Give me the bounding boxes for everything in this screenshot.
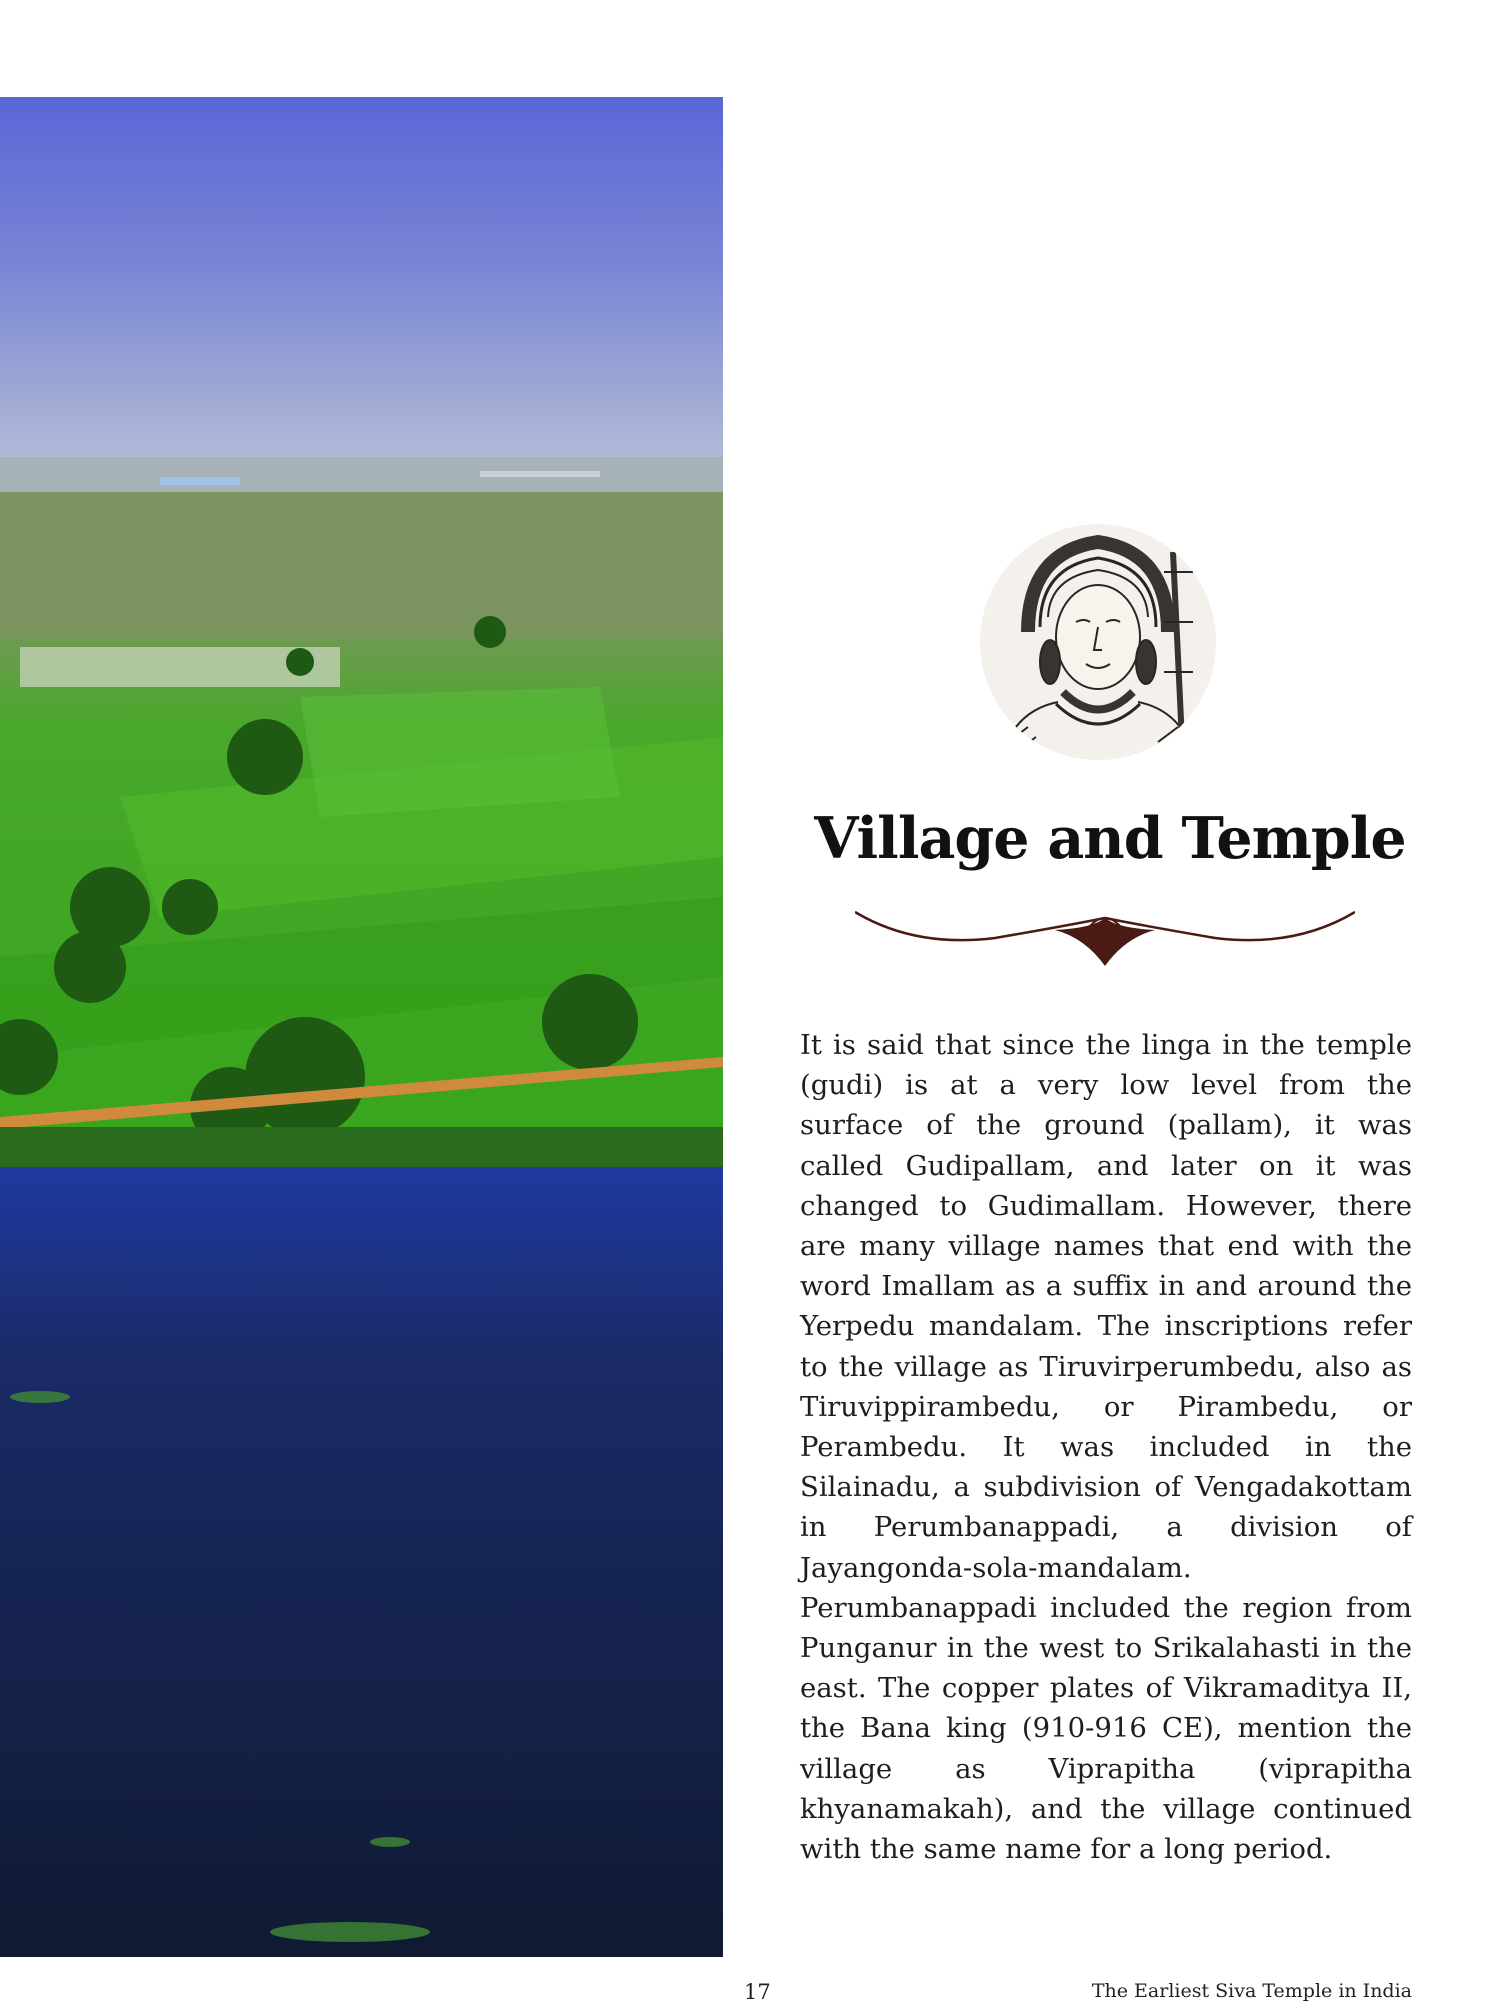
page-number: 17 (744, 1980, 771, 2004)
deity-sketch-emblem (968, 512, 1228, 772)
aerial-landscape-photo (0, 97, 723, 1957)
ornamental-divider (855, 898, 1355, 973)
running-footer-title: The Earliest Siva Temple in India (1091, 1980, 1412, 2002)
section-title: Village and Temple (814, 805, 1406, 872)
body-paragraph: It is said that since the linga in the temple (gudi) is at a very low level from the surface of the ground (pallam), it was called Gudipallam, and later on it was changed to Gudimallam. However, there are many village names that end with the word Imallam as a suffix in and around the Yerpedu mandalam. The inscriptions refer to the village as Tiruvirperumbedu, also as Tiruvippirambedu, or Pirambedu, or Perambedu. It was included in the Silainadu, a subdivision of Vengadakottam in Perumbanappadi, a division of Jayangonda-sola-mandalam. Perumbanappadi included the region from Punganur in the west to Srikalahasti in the east. The copper plates of Vikramaditya II, the Bana king (910-916 CE), mention the village as Viprapitha (viprapitha khyanamakah), and the village continued with the same name for a long period. (800, 1029, 1412, 1866)
